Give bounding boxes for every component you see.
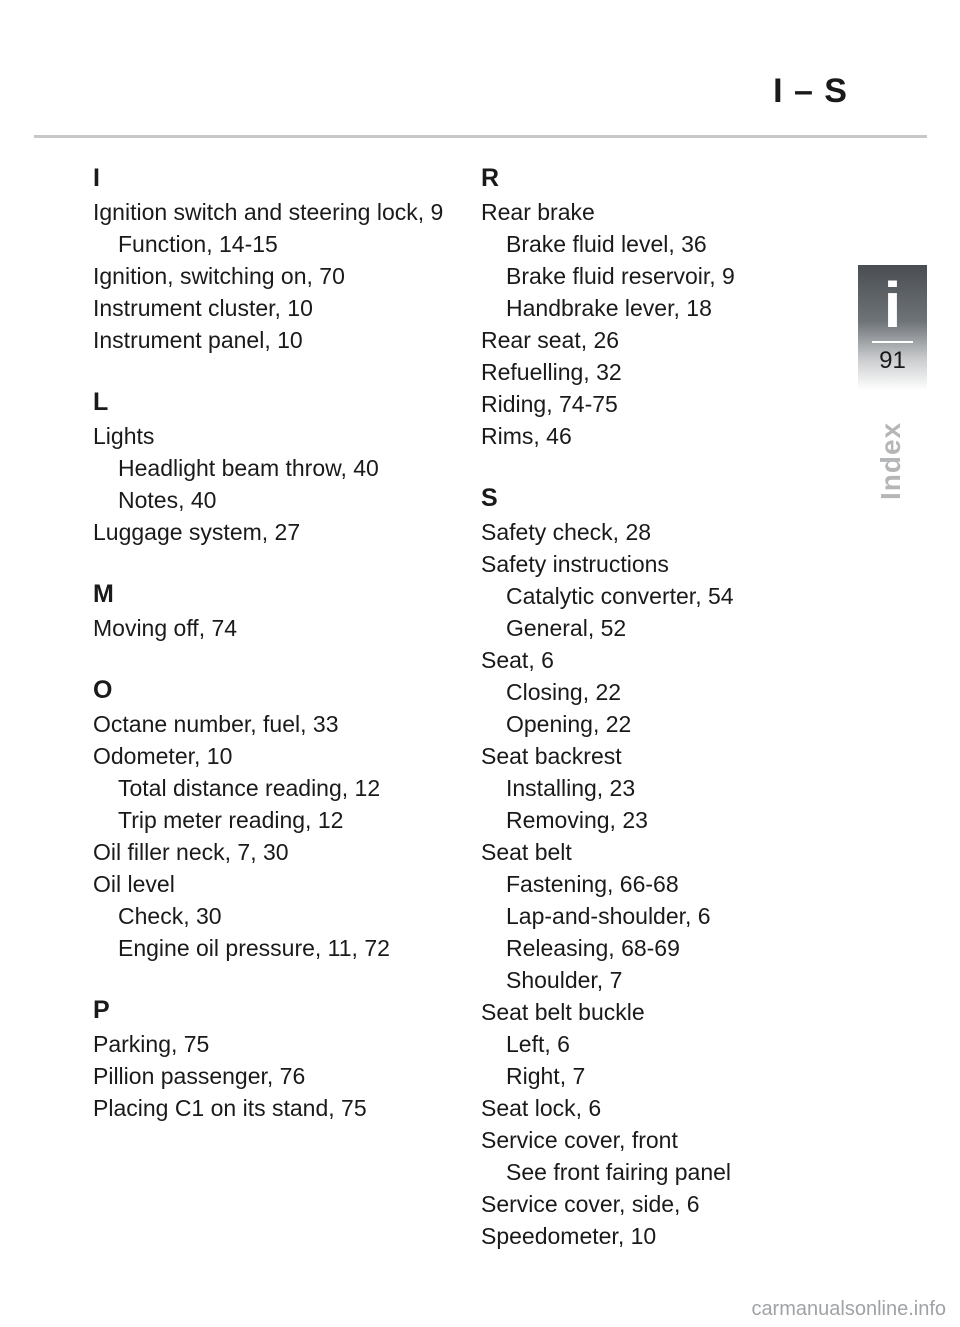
index-subentry: Removing, 23 (506, 807, 648, 833)
index-subentry: Fastening, 66-68 (506, 871, 679, 897)
index-entry: Riding, 74-75 (481, 391, 618, 417)
index-tab-letter: i (883, 269, 902, 341)
index-subentry: Shoulder, 7 (506, 967, 623, 993)
header-divider (34, 135, 927, 138)
index-subentry: Closing, 22 (506, 679, 622, 705)
index-entry: Lights (93, 423, 155, 449)
index-entry: Rear seat, 26 (481, 327, 620, 353)
section-label: Index (875, 421, 906, 500)
index-entry: Pillion passenger, 76 (93, 1063, 306, 1089)
index-entry: Speedometer, 10 (481, 1223, 657, 1249)
index-subentry: Headlight beam throw, 40 (118, 455, 379, 481)
index-subentry: Total distance reading, 12 (118, 775, 381, 801)
index-tab-divider (872, 341, 913, 343)
index-entry: Rear brake (481, 199, 595, 225)
index-subentry: Check, 30 (118, 903, 222, 929)
index-subentry: Opening, 22 (506, 711, 632, 737)
index-letter-heading: R (481, 164, 500, 192)
index-entry: Seat lock, 6 (481, 1095, 602, 1121)
index-letter-heading: I (93, 164, 100, 192)
index-entry: Refuelling, 32 (481, 359, 622, 385)
index-entry: Instrument cluster, 10 (93, 295, 313, 321)
index-subentry: Installing, 23 (506, 775, 636, 801)
index-entry: Luggage system, 27 (93, 519, 301, 545)
index-subentry: Handbrake lever, 18 (506, 295, 712, 321)
index-subentry: Catalytic converter, 54 (506, 583, 734, 609)
index-entry: Safety instructions (481, 551, 669, 577)
index-subentry: Brake fluid reservoir, 9 (506, 263, 735, 289)
index-subentry: Left, 6 (506, 1031, 570, 1057)
index-entry: Odometer, 10 (93, 743, 233, 769)
index-subentry: See front fairing panel (506, 1159, 732, 1185)
index-subentry: Right, 7 (506, 1063, 586, 1089)
index-subentry: Engine oil pressure, 11, 72 (118, 935, 390, 961)
index-entry: Service cover, side, 6 (481, 1191, 700, 1217)
index-entry: Safety check, 28 (481, 519, 652, 545)
index-subentry: Releasing, 68-69 (506, 935, 680, 961)
index-letter-heading: O (93, 676, 113, 704)
index-tab (858, 265, 927, 390)
page-number: 91 (879, 347, 906, 374)
index-entry: Octane number, fuel, 33 (93, 711, 339, 737)
index-subentry: General, 52 (506, 615, 627, 641)
index-letter-heading: L (93, 388, 109, 416)
index-entry: Moving off, 74 (93, 615, 238, 641)
index-subentry: Function, 14-15 (118, 231, 278, 257)
index-subentry: Lap-and-shoulder, 6 (506, 903, 711, 929)
index-letter-heading: P (93, 996, 110, 1024)
index-entry: Ignition switch and steering lock, 9 (93, 199, 444, 225)
index-subentry: Brake fluid level, 36 (506, 231, 707, 257)
index-entry: Ignition, switching on, 70 (93, 263, 345, 289)
index-entry: Seat belt (481, 839, 572, 865)
watermark: carmanualsonline.info (751, 1298, 946, 1320)
index-column-left (93, 160, 473, 1124)
index-entry: Oil filler neck, 7, 30 (93, 839, 289, 865)
index-letter-heading: M (93, 580, 114, 608)
page-title: I – S (773, 72, 848, 110)
index-entry: Service cover, front (481, 1127, 678, 1153)
index-subentry: Notes, 40 (118, 487, 217, 513)
index-column-right (481, 160, 841, 1252)
index-letter-heading: S (481, 484, 498, 512)
index-entry: Rims, 46 (481, 423, 572, 449)
index-entry: Instrument panel, 10 (93, 327, 303, 353)
index-entry: Seat, 6 (481, 647, 554, 673)
index-entry: Oil level (93, 871, 175, 897)
index-entry: Parking, 75 (93, 1031, 210, 1057)
index-entry: Placing C1 on its stand, 75 (93, 1095, 367, 1121)
index-subentry: Trip meter reading, 12 (118, 807, 344, 833)
index-entry: Seat belt buckle (481, 999, 645, 1025)
index-entry: Seat backrest (481, 743, 622, 769)
